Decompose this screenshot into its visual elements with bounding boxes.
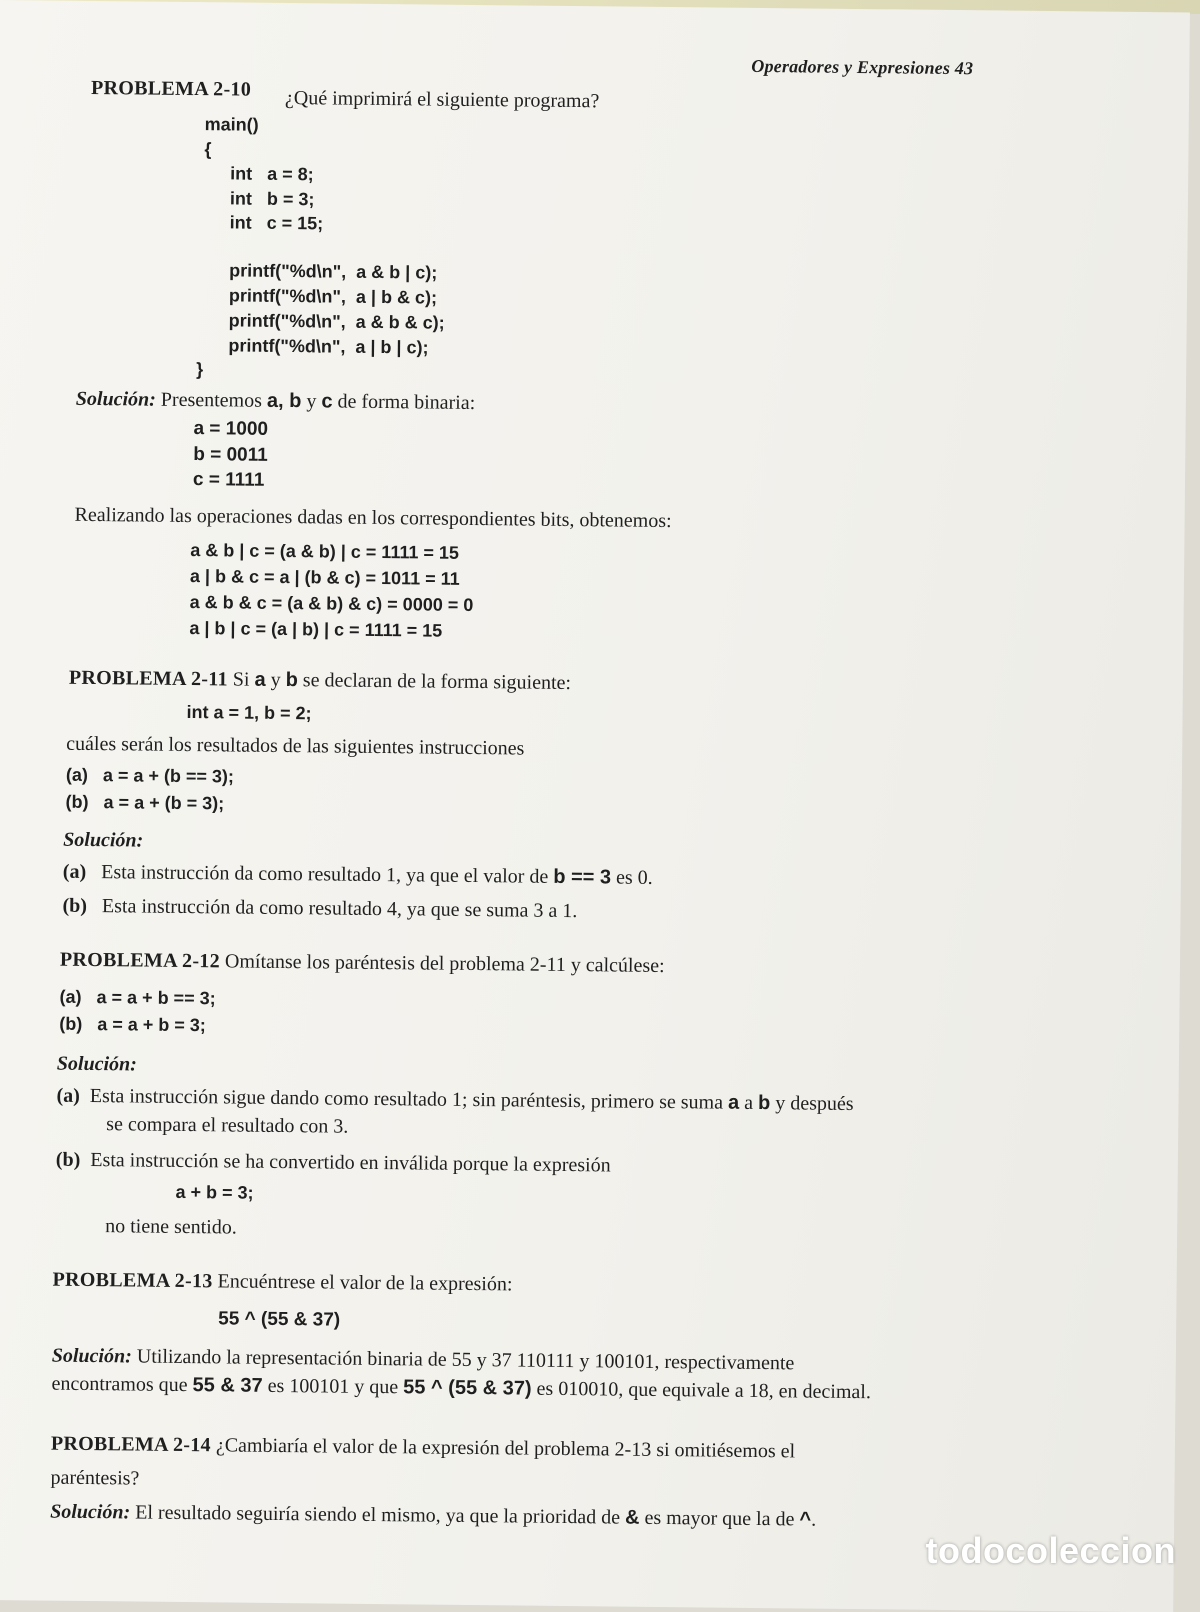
problem-2-13-title: PROBLEMA 2-13 [52, 1268, 213, 1293]
p12-solution-b-end: no tiene sentido. [105, 1215, 237, 1239]
p12-item-a [59, 987, 215, 1010]
solution-label: Solución: [50, 1500, 131, 1524]
p11-cuales: cuáles serán los resultados de las siguientes instrucciones [66, 732, 525, 760]
item-letter: (a) [62, 860, 87, 883]
item-letter: (b) [65, 791, 89, 812]
solution-text-end: de forma binaria: [337, 390, 476, 414]
p12-solution-a-line2: se compara el resultado con 3. [106, 1113, 349, 1138]
p11-declaration: int a = 1, b = 2; [186, 701, 312, 724]
p11-solution-b [62, 895, 577, 923]
p12-invalid-expression: a + b = 3; [175, 1181, 254, 1203]
problem-2-12-title: PROBLEMA 2-12 [59, 948, 221, 973]
sol-text: encontramos que [51, 1372, 188, 1397]
p11-text: Si [232, 668, 250, 691]
p11-item-b [65, 792, 224, 815]
code-line: { [204, 139, 212, 160]
item-code: a = a + (b == 3); [102, 765, 235, 787]
binary-c: c = 1111 [192, 469, 265, 491]
item-code: a = a + (b = 3); [103, 792, 225, 814]
p11-var-a: a [254, 668, 266, 691]
result-line: a | b | c = (a | b) | c = 1111 = 15 [189, 618, 443, 641]
problem-2-14-heading [51, 1433, 795, 1464]
p11-text-y: y [270, 668, 281, 691]
p14-solution [50, 1501, 816, 1532]
code-line: printf("%d\n", a | b & c); [228, 285, 438, 308]
code-line: printf("%d\n", a | b | c); [228, 335, 429, 358]
item-code: a = a + b == 3; [96, 987, 216, 1009]
p14-text-line2: paréntesis? [50, 1466, 140, 1490]
problem-2-10-question: ¿Qué imprimirá el siguiente programa? [284, 86, 600, 113]
result-line: a & b & c = (a & b) & c) = 0000 = 0 [189, 592, 474, 615]
sol-text: Esta instrucción se ha convertido en inválida porque la expresión [90, 1149, 611, 1177]
problem-2-13-heading [52, 1269, 512, 1297]
solution-vars: a, b [266, 389, 302, 413]
problem-2-11-heading [69, 667, 571, 695]
item-code: a = a + b = 3; [97, 1014, 206, 1036]
p13-solution-line1 [52, 1345, 795, 1376]
p13-expression: 55 ^ (55 & 37) [218, 1308, 341, 1331]
p11-solution-a [63, 861, 653, 890]
realizando-text: Realizando las operaciones dadas en los correspondientes bits, obtenemos: [74, 503, 672, 533]
item-letter: (b) [59, 1013, 83, 1034]
p12-solution-label: Solución: [56, 1052, 138, 1076]
solution-y: y [306, 390, 317, 413]
p11-text-post: se declaran de la forma siguiente: [302, 669, 572, 695]
sol-text: Esta instrucción da como resultado 4, ya que se suma 3 a 1. [101, 895, 578, 923]
solution-var-c: c [321, 390, 333, 413]
solution-label: Solución: [75, 387, 156, 411]
code-line: int b = 3; [229, 188, 315, 210]
problem-2-14-title: PROBLEMA 2-14 [50, 1432, 212, 1457]
item-letter: (a) [65, 764, 88, 785]
p12-item-b [59, 1014, 206, 1037]
watermark-logo: todocoleccion [925, 1530, 1176, 1571]
code-line: main() [204, 114, 259, 135]
code-line: printf("%d\n", a & b & c); [228, 310, 445, 333]
p14-text: ¿Cambiaría el valor de la expresión del problema 2-13 si omitiésemos el [215, 1434, 796, 1463]
p12-solution-b [56, 1149, 611, 1178]
sol-period: . [811, 1508, 817, 1531]
p12-text: Omítanse los paréntesis del problema 2-11 y calcúlese: [224, 950, 665, 978]
code-line: int a = 8; [230, 163, 314, 185]
sol-text-mid: es 100101 y que [267, 1374, 399, 1399]
sol-text-a: a [744, 1091, 754, 1114]
problem-2-11-title: PROBLEMA 2-11 [68, 666, 228, 691]
solution-label: Solución: [51, 1344, 132, 1368]
sol-var-b: b [757, 1091, 771, 1115]
item-letter: (a) [56, 1084, 80, 1107]
item-letter: (b) [55, 1148, 81, 1171]
code-line: printf("%d\n", a & b | c); [229, 260, 438, 283]
p11-item-a [66, 765, 234, 788]
binary-b: b = 0011 [193, 444, 268, 466]
sol-text: El resultado seguiría siendo el mismo, ya que la prioridad de [135, 1501, 621, 1529]
bleed-through-text [664, 102, 1019, 1545]
problem-2-12-heading [60, 949, 665, 978]
sol-code: & [624, 1506, 640, 1529]
problem-2-10-title: PROBLEMA 2-10 [90, 76, 252, 101]
sol-text: Esta instrucción da como resultado 1, ya que el valor de [101, 861, 549, 888]
sol-text: Utilizando la representación binaria de 55 y 37 110111 y 100101, respectivamente [136, 1345, 795, 1375]
code-line: int c = 15; [229, 212, 324, 234]
p12-solution-a [56, 1085, 853, 1116]
sol-code: 55 ^ (55 & 37) [403, 1376, 532, 1400]
sol-code: 55 & 37 [192, 1374, 263, 1397]
item-letter: (b) [62, 894, 88, 917]
p13-text: Encuéntrese el valor de la expresión: [217, 1270, 513, 1296]
sol-text-mid: es mayor que la de [644, 1506, 795, 1531]
running-header: Operadores y Expresiones 43 [751, 55, 974, 79]
p11-solution-label: Solución: [63, 828, 144, 852]
result-line: a & b | c = (a & b) | c = 1111 = 15 [190, 540, 460, 563]
result-line: a | b & c = a | (b & c) = 1011 = 11 [189, 566, 460, 589]
sol-code: ^ [799, 1508, 812, 1531]
binary-a: a = 1000 [193, 418, 269, 440]
sol-text-end: es 010010, que equivale a 18, en decimal. [536, 1377, 872, 1404]
sol-text: Esta instrucción sigue dando como resultado 1; sin paréntesis, primero se suma [89, 1085, 724, 1114]
sol-text-end: y después [775, 1092, 854, 1115]
sol-text-end: es 0. [615, 866, 653, 889]
problem-2-10-solution-intro [76, 388, 476, 415]
p11-var-b: b [285, 669, 298, 692]
p13-solution-line2 [51, 1373, 871, 1405]
item-letter: (a) [59, 986, 82, 1007]
code-line: } [196, 359, 204, 380]
solution-text: Presentemos [160, 388, 263, 412]
sol-code: b == 3 [553, 865, 612, 889]
sol-var-a: a [727, 1091, 740, 1114]
